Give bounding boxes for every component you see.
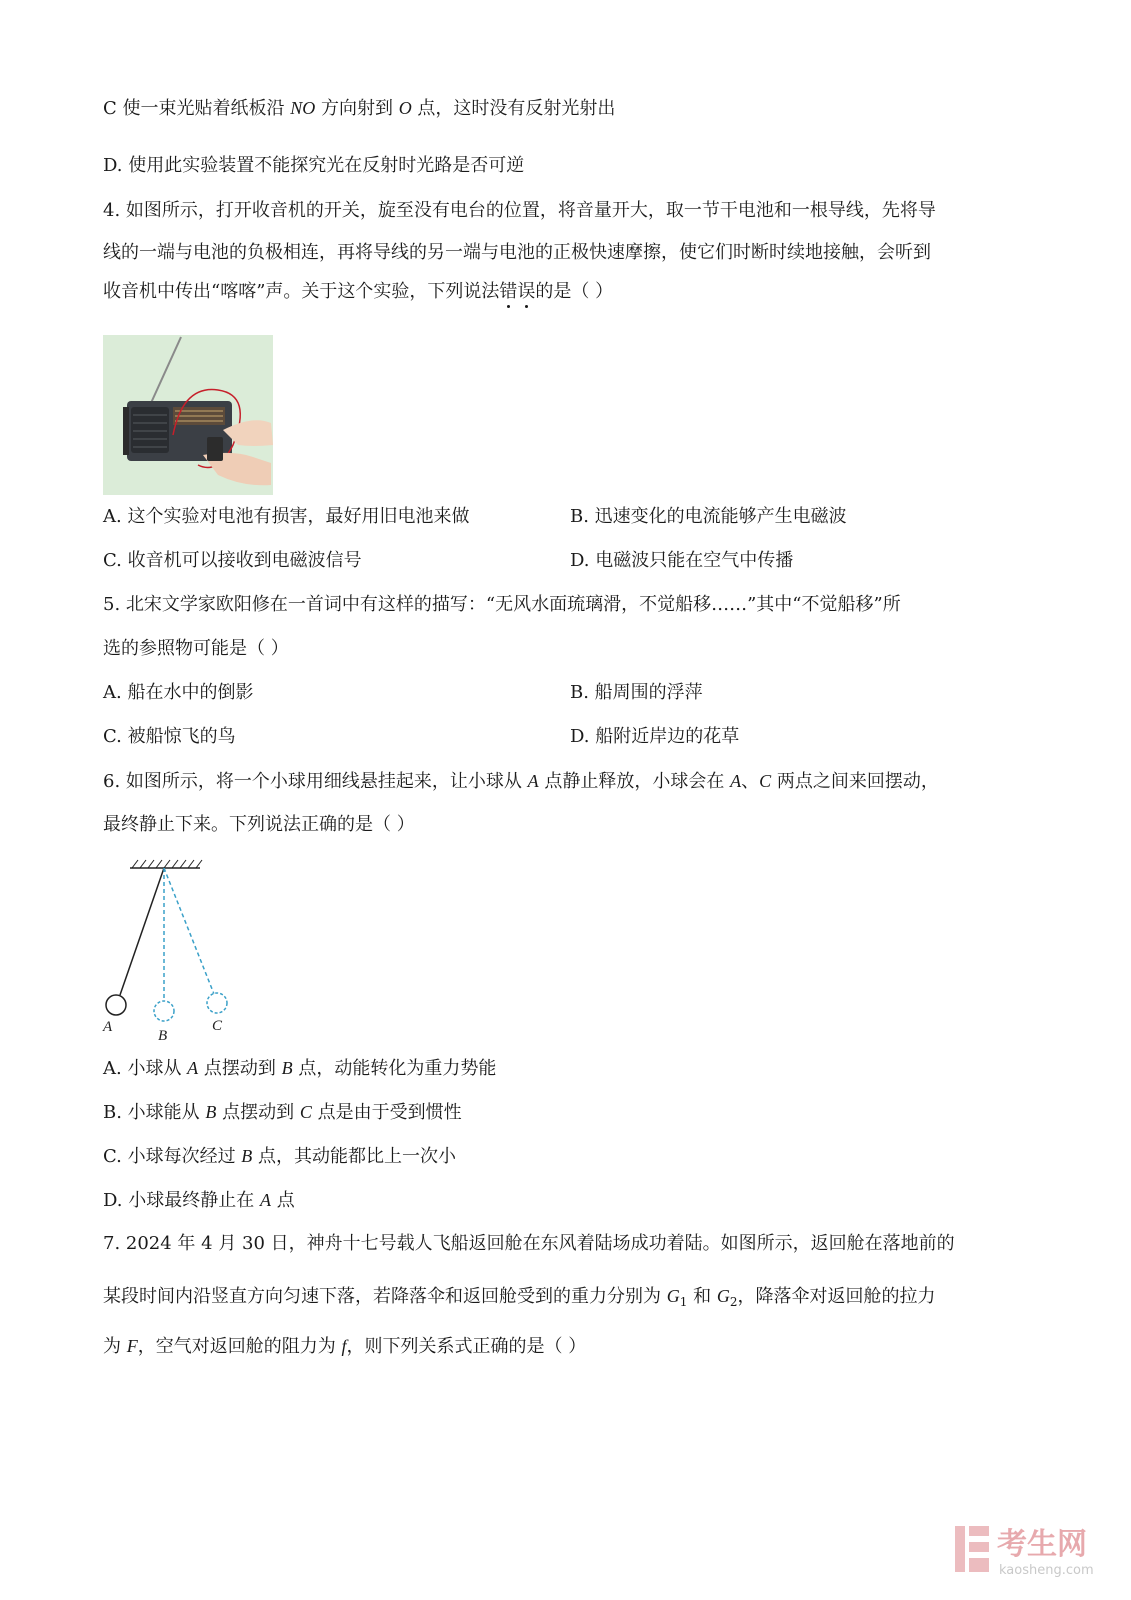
- q7-stem-line2: 某段时间内沿竖直方向匀速下落，若降落伞和返回舱受到的重力分别为 $G_1$ 和 $G_2$，降落伞对返回舱的拉力: [103, 1286, 936, 1309]
- watermark-url: kaosheng.com: [999, 1563, 1094, 1578]
- ceiling-hatching: [132, 860, 202, 868]
- q3-option-c: C 使一束光贴着纸板沿 NO 方向射到 O 点，这时没有反射光射出: [103, 98, 616, 119]
- string-a: [120, 868, 164, 995]
- ball-c: [207, 993, 227, 1013]
- kaosheng-watermark-logo: [953, 1520, 1118, 1580]
- q4-stem-line2: 线的一端与电池的负极相连，再将导线的另一端与电池的正极快速摩擦，使它们时断时续地接触，会听到: [103, 242, 931, 263]
- q3-option-d: D. 使用此实验装置不能探究光在反射时光路是否可逆: [103, 155, 525, 176]
- watermark-title: 考生网: [997, 1527, 1087, 1562]
- logo-mark-icon: [955, 1526, 989, 1572]
- pendulum-diagram: [98, 858, 248, 1068]
- q4-option-b: B. 迅速变化的电流能够产生电磁波: [570, 506, 847, 527]
- q5-option-c: C. 被船惊飞的鸟: [103, 726, 236, 747]
- label-b: B: [158, 1028, 168, 1044]
- q4-stem-line1: 4. 如图所示，打开收音机的开关，旋至没有电台的位置，将音量开大，取一节干电池和一根导线，先将导: [103, 200, 936, 221]
- q5-stem-line2: 选的参照物可能是（ ）: [103, 638, 289, 659]
- label-c: C: [212, 1018, 223, 1034]
- q6-option-c: C. 小球每次经过 B 点，其动能都比上一次小: [103, 1146, 457, 1167]
- label-a: A: [103, 1019, 113, 1035]
- q5-option-b: B. 船周围的浮萍: [570, 682, 703, 703]
- radio-experiment-photo: [103, 335, 273, 495]
- q6-stem-line1: 6. 如图所示，将一个小球用细线悬挂起来，让小球从 A 点静止释放，小球会在 A、C 两点之间来回摆动，: [103, 771, 939, 792]
- emphasis-char: 误: [517, 281, 536, 302]
- ball-b: [154, 1001, 174, 1021]
- q4-option-d: D. 电磁波只能在空气中传播: [570, 550, 794, 571]
- q7-stem-line3: 为 F，空气对返回舱的阻力为 f，则下列关系式正确的是（ ）: [103, 1336, 587, 1357]
- q6-option-d: D. 小球最终静止在 A 点: [103, 1190, 295, 1211]
- q6-stem-line2: 最终静止下来。下列说法正确的是（ ）: [103, 814, 415, 835]
- emphasis-char: 错: [499, 281, 518, 302]
- q4-option-a: A. 这个实验对电池有损害，最好用旧电池来做: [103, 506, 470, 527]
- q6-option-a: A. 小球从 A 点摆动到 B 点，动能转化为重力势能: [103, 1058, 497, 1079]
- q5-option-a: A. 船在水中的倒影: [103, 682, 254, 703]
- q6-option-b: B. 小球能从 B 点摆动到 C 点是由于受到惯性: [103, 1102, 462, 1123]
- q4-stem-line3: 收音机中传出“喀喀”声。关于这个实验，下列说法错误的是（ ）: [103, 281, 614, 302]
- q5-stem-line1: 5. 北宋文学家欧阳修在一首词中有这样的描写：“无风水面琉璃滑，不觉船移……”其中“不觉船移”所: [103, 594, 901, 615]
- q7-stem-line1: 7. 2024 年 4 月 30 日，神舟十七号载人飞船返回舱在东风着陆场成功着陆。如图所示，返回舱在落地前的: [103, 1233, 955, 1254]
- q4-option-c: C. 收音机可以接收到电磁波信号: [103, 550, 362, 571]
- ball-a: [106, 995, 126, 1015]
- q5-option-d: D. 船附近岸边的花草: [570, 726, 740, 747]
- string-c: [164, 868, 214, 994]
